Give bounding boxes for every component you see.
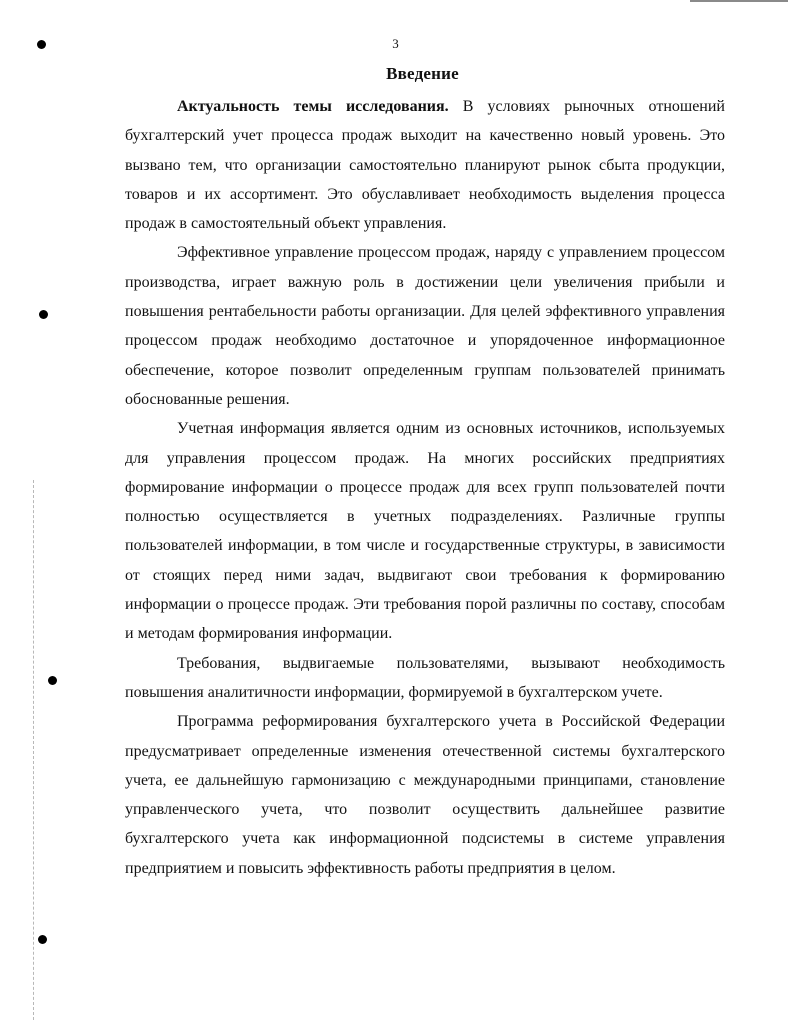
paragraph-lead: Актуальность темы исследования.	[177, 98, 449, 115]
punch-hole-mark	[48, 676, 57, 685]
punch-hole-mark	[38, 935, 47, 944]
page-number: 3	[392, 36, 399, 51]
page-title: Введение	[386, 64, 459, 83]
scan-edge-line	[690, 0, 788, 2]
paragraph-text: В условиях рыночных отношений бухгалтерский учет процесса продаж выходит на качественно новый уровень. Это вызвано тем, что организации самостоятельно планируют рынок сбыта продукции, товаров и их ассортимент. Это обуславливает необходимость выделения процесса продаж в самостоятельный объект управления.	[125, 98, 725, 233]
paragraph: Учетная информация является одним из основных источников, используемых для управления процессом продаж. На многих российских предприятиях формирование информации о процессе продаж для всех групп пользователей почти полностью осуществляется в учетных подразделениях. Различные группы пользователей информации, в том числе и государственные структуры, в зависимости от стоящих перед ними задач, выдвигают свои требования к формированию информации о процессе продаж. Эти требования порой различны по составу, способам и методам формирования информации.	[125, 420, 725, 643]
paragraph: Требования, выдвигаемые пользователями, вызывают необходимость повышения аналитичности информации, формируемой в бухгалтерском учете.	[125, 654, 725, 701]
paragraph	[125, 92, 725, 238]
punch-hole-mark	[39, 310, 48, 319]
paragraph: Эффективное управление процессом продаж, наряду с управлением процессом производства, играет важную роль в достижении цели увеличения прибыли и повышения рентабельности работы организации. Для целей эффективного управления процессом продаж необходимо достаточное и упорядоченное информационное обеспечение, которое позволит определенным группам пользователей принимать обоснованные решения.	[125, 244, 725, 408]
document-body	[125, 92, 725, 883]
scan-margin-line	[33, 480, 35, 1020]
paragraph: Программа реформирования бухгалтерского учета в Российской Федерации предусматривает определенные изменения отечественной системы бухгалтерского учета, ее дальнейшую гармонизацию с международными принципами, становление управленческого учета, что позволит осуществить дальнейшее развитие бухгалтерского учета как информационной подсистемы в системе управления предприятием и повысить эффективность работы предприятия в целом.	[125, 713, 725, 877]
